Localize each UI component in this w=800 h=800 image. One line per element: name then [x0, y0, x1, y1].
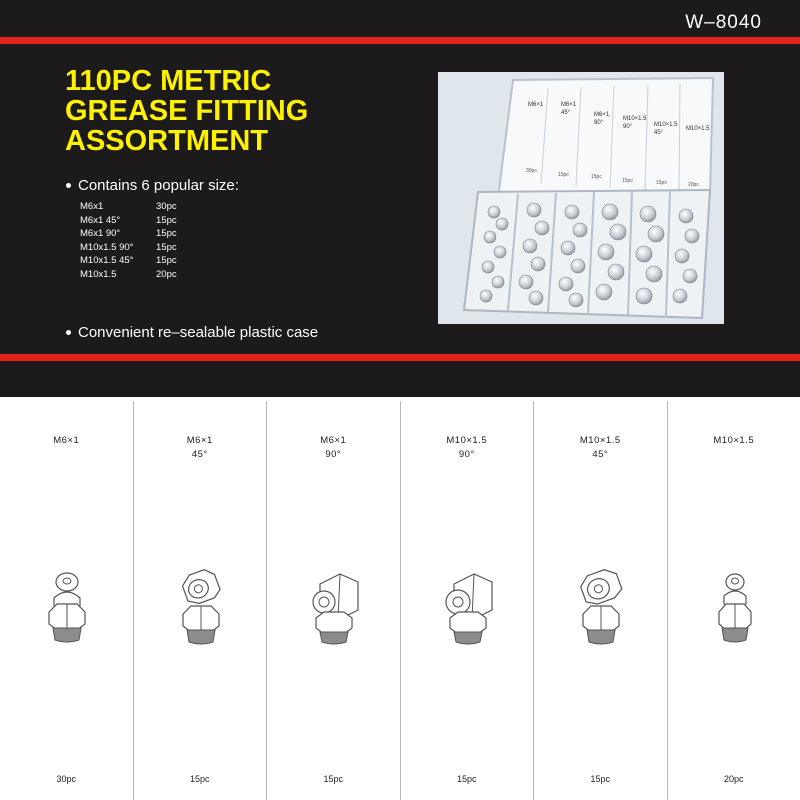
fitting-count: 15pc — [189, 774, 210, 784]
size-qty: 30pc — [156, 201, 177, 212]
fitting-label — [534, 434, 667, 462]
size-row — [80, 241, 177, 255]
headline-line-1: 110PC METRIC — [65, 65, 272, 97]
lid-label-2b: 45° — [561, 110, 571, 116]
lid-label-2: M6×1 — [561, 102, 577, 108]
lid-qty-3: 15pc — [591, 174, 602, 180]
lid-label-4b: 90° — [623, 124, 633, 130]
fitting-panel — [267, 401, 401, 800]
bullet-dot-icon — [66, 330, 71, 335]
lid-label-3b: 90° — [594, 120, 604, 126]
bullet-case-text: Convenient re–sealable plastic case — [78, 324, 319, 341]
straight-fitting-icon — [27, 566, 107, 656]
bullet-dot-icon — [66, 183, 71, 188]
lid-label-1: M6×1 — [528, 102, 544, 108]
size-qty: 15pc — [156, 255, 177, 267]
size-name: M10x1.5 90° — [80, 241, 134, 253]
lid-qty-1: 30pc — [526, 168, 537, 174]
lid-qty-4: 15pc — [622, 178, 633, 184]
lid-label-6: M10×1.5 — [686, 126, 710, 132]
fitting-panel — [668, 401, 800, 800]
product-photo — [438, 72, 724, 324]
size-name: M10x1.5 45° — [80, 255, 134, 267]
fitting-panel — [134, 401, 268, 800]
lid-qty-2: 15pc — [558, 172, 569, 178]
fitting-count: 15pc — [590, 774, 611, 784]
fitting-panels — [0, 401, 800, 800]
size-row — [80, 254, 177, 268]
bullet-case — [66, 324, 318, 341]
lid-qty-5: 15pc — [656, 180, 667, 186]
fitting-label — [401, 434, 534, 462]
fitting-size: M10×1.5 — [579, 435, 621, 446]
fitting-angle: 90° — [458, 449, 475, 460]
size-name: M6x1 — [80, 201, 104, 212]
fitting-size: M6×1 — [186, 435, 213, 446]
size-table — [80, 200, 177, 282]
fitting-size: M10×1.5 — [713, 435, 755, 446]
fitting-panel — [534, 401, 668, 800]
fitting-angle: 45° — [592, 449, 609, 460]
size-name: M10x1.5 — [80, 268, 117, 280]
size-name: M6x1 90° — [80, 228, 121, 240]
fitting-count: 15pc — [456, 774, 477, 784]
fitting-angle: 90° — [325, 449, 342, 460]
product-headline — [65, 66, 395, 156]
headline-line-2: GREASE FITTING — [65, 95, 309, 127]
fitting-count: 30pc — [56, 774, 77, 784]
fitting-count: 20pc — [723, 774, 744, 784]
size-qty: 15pc — [156, 241, 177, 253]
lid-label-4: M10×1.5 — [623, 116, 647, 122]
size-row — [80, 268, 177, 282]
size-row — [80, 200, 177, 214]
size-row — [80, 214, 177, 228]
size-row — [80, 227, 177, 241]
size-qty: 15pc — [156, 228, 177, 240]
fitting-label — [0, 434, 133, 448]
bullet-contains-text: Contains 6 popular size: — [78, 177, 239, 194]
product-code: W–8040 — [685, 12, 762, 33]
lid-label-5b: 45° — [654, 130, 664, 136]
bullet-contains — [66, 177, 239, 194]
headline-line-3: ASSORTMENT — [65, 125, 268, 157]
fitting-label — [134, 434, 267, 462]
fitting-panel — [0, 401, 134, 800]
storage-case-illustration — [438, 72, 724, 324]
straight-fitting-icon — [695, 566, 775, 656]
fitting-label — [668, 434, 800, 448]
fitting-size: M6×1 — [53, 435, 80, 446]
fitting-count: 15pc — [323, 774, 344, 784]
fitting-size: M10×1.5 — [446, 435, 488, 446]
size-name: M6x1 45° — [80, 214, 121, 226]
bottom-red-stripe — [0, 354, 800, 361]
lid-qty-6: 20pc — [688, 182, 699, 188]
fitting-panel — [401, 401, 535, 800]
size-qty: 20pc — [156, 268, 177, 280]
header-banner — [0, 0, 800, 397]
angled-90-fitting-icon — [428, 566, 508, 656]
size-qty: 15pc — [156, 214, 177, 226]
fitting-angle: 45° — [191, 449, 208, 460]
angled-90-fitting-icon — [294, 566, 374, 656]
lid-label-3: M6×1 — [594, 112, 610, 118]
lid-label-5: M10×1.5 — [654, 122, 678, 128]
angled-45-fitting-icon — [161, 566, 241, 656]
fitting-size: M6×1 — [320, 435, 347, 446]
fitting-label — [267, 434, 400, 462]
top-red-stripe — [0, 37, 800, 44]
angled-45-fitting-icon — [561, 566, 641, 656]
